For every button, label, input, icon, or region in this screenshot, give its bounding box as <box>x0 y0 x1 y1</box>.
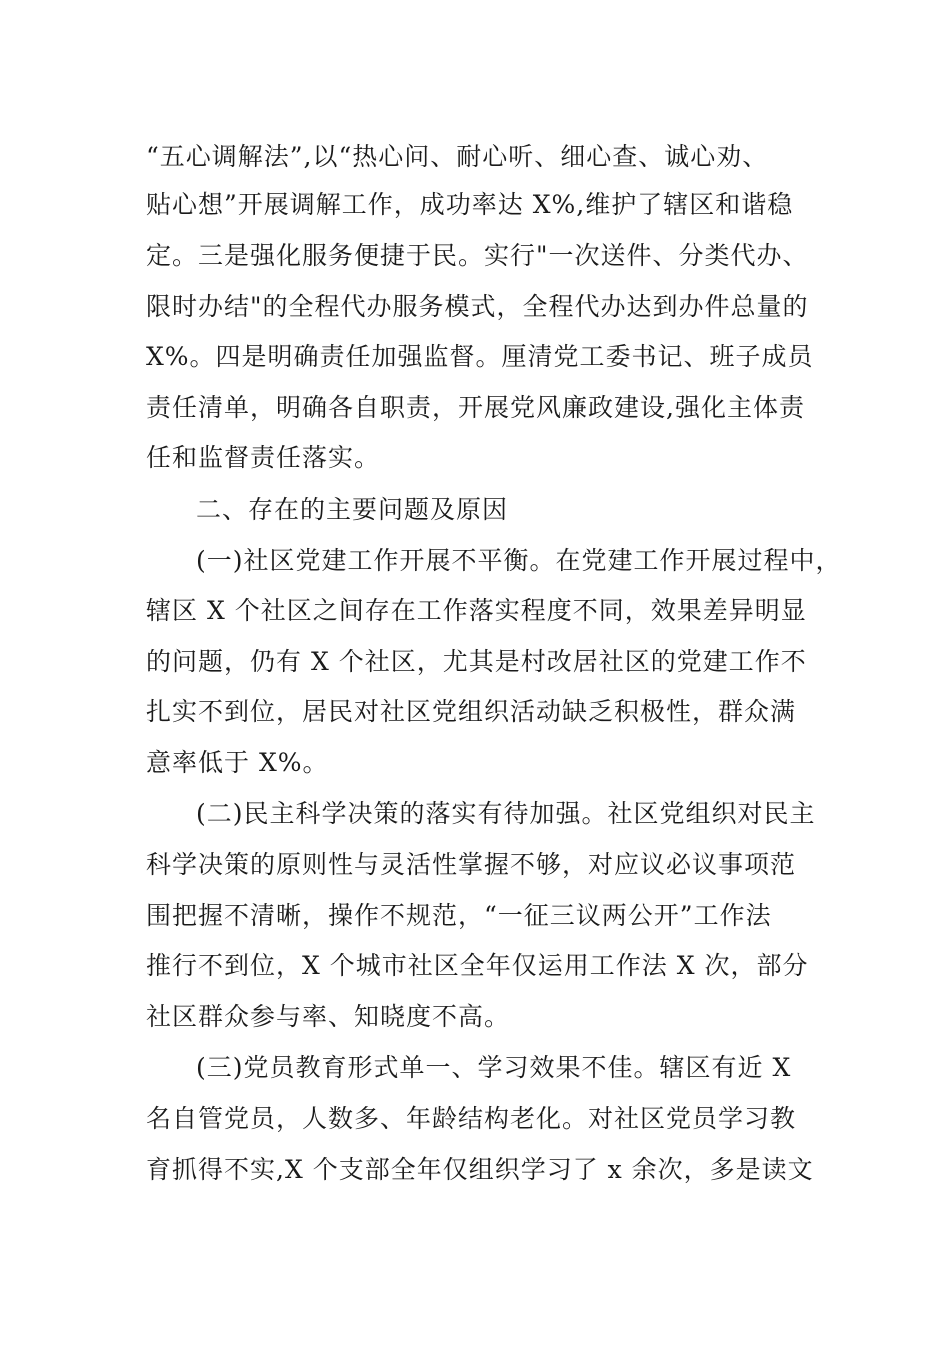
text-line: X%。四是明确责任加强监督。厘清党工委书记、班子成员 <box>146 342 814 371</box>
text-line: (二)民主科学决策的落实有待加强。社区党组织对民主 <box>196 799 816 828</box>
text-line: 的问题，仍有 X 个社区，尤其是村改居社区的党建工作不 <box>146 647 807 676</box>
text-line: 意率低于 X%。 <box>146 748 329 777</box>
text-line: 围把握不清晰，操作不规范，“一征三议两公开”工作法 <box>146 901 772 930</box>
text-line: 社区群众参与率、知晓度不高。 <box>146 1002 511 1031</box>
text-line: 科学决策的原则性与灵活性掌握不够，对应议必议事项范 <box>146 850 797 879</box>
text-line: 贴心想”开展调解工作，成功率达 X%,维护了辖区和谐稳 <box>146 190 794 219</box>
text-line: 责任清单，明确各自职责，开展党风廉政建设,强化主体责 <box>146 393 805 422</box>
text-line: 辖区 X 个社区之间存在工作落实程度不同，效果差异明显 <box>146 596 807 625</box>
text-line: 名自管党员，人数多、年龄结构老化。对社区党员学习教 <box>146 1104 797 1133</box>
text-line: 定。三是强化服务便捷于民。实行"一次送件、分类代办、 <box>146 241 809 270</box>
text-line: “五心调解法”,以“热心问、耐心听、细心查、诚心劝、 <box>146 142 769 171</box>
section-heading: 二、存在的主要问题及原因 <box>196 495 509 524</box>
text-line: (一)社区党建工作开展不平衡。在党建工作开展过程中， <box>196 546 842 575</box>
text-line: 任和监督责任落实。 <box>146 443 381 472</box>
text-line: 育抓得不实,X 个支部全年仅组织学习了 x 余次，多是读文 <box>146 1155 814 1184</box>
text-line: (三)党员教育形式单一、学习效果不佳。辖区有近 X <box>196 1053 792 1082</box>
text-line: 限时办结"的全程代办服务模式，全程代办达到办件总量的 <box>146 292 809 321</box>
text-line: 推行不到位，X 个城市社区全年仅运用工作法 X 次，部分 <box>146 951 809 980</box>
text-line: 扎实不到位，居民对社区党组织活动缺乏积极性，群众满 <box>146 697 797 726</box>
